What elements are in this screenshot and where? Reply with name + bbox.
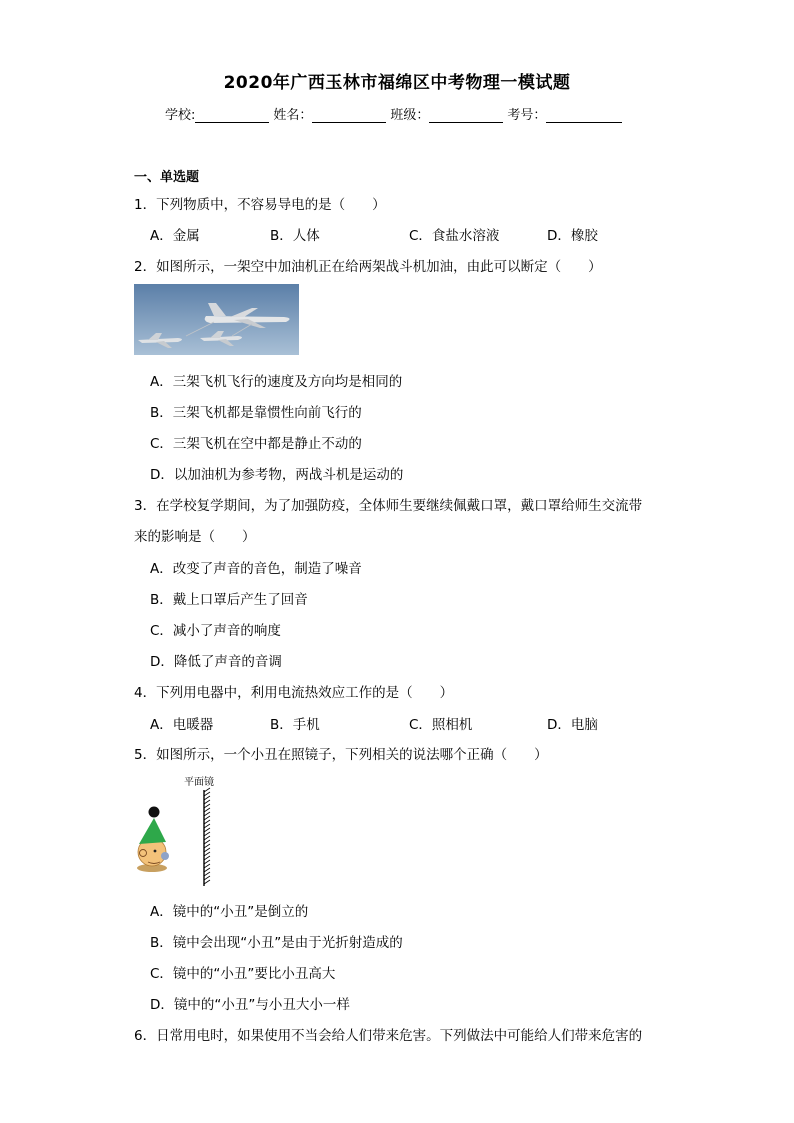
exam-no-blank (546, 108, 622, 123)
question-6: 6．日常用电时，如果使用不当会给人们带来危害。下列做法中可能给人们带来危害的 (134, 1028, 643, 1044)
q4-option-c: C．照相机 (409, 717, 473, 733)
mirror-hatch-line (204, 800, 210, 804)
mirror-hatch-line (204, 792, 210, 796)
clown-mirror-figure (134, 772, 224, 888)
q2-option-b: B．三架飞机都是靠惯性向前飞行的 (150, 405, 362, 421)
q3-option-c: C．减小了声音的响度 (150, 623, 281, 639)
q3-option-d: D．降低了声音的音调 (150, 654, 282, 670)
class-blank (429, 108, 503, 123)
mirror-hatch-line (204, 840, 210, 844)
clown-icon (137, 807, 169, 873)
q1-option-b: B．人体 (270, 228, 320, 244)
exam-no-label: 考号： (507, 108, 547, 123)
name-label: 姓名： (273, 108, 313, 123)
mirror-hatch-line (204, 788, 210, 792)
q4-option-d: D．电脑 (547, 717, 598, 733)
q1-option-c: C．食盐水溶液 (409, 228, 500, 244)
mirror-hatch-line (204, 824, 210, 828)
mirror-hatch-line (204, 864, 210, 868)
mirror-hatch-line (204, 880, 210, 884)
page-title: 2020年广西玉林市福绵区中考物理一模试题 (223, 73, 571, 93)
mirror-label: 平面镜 (184, 777, 214, 788)
q3-option-a: A．改变了声音的音色，制造了噪音 (150, 561, 362, 577)
mirror-hatch-line (204, 844, 210, 848)
question-1: 1．下列物质中，不容易导电的是（ ） (134, 197, 386, 213)
mirror-hatch-line (204, 812, 210, 816)
school-label: 学校: (165, 108, 196, 123)
mirror-hatch-line (204, 856, 210, 860)
mirror-hatch-line (204, 848, 210, 852)
question-5: 5．如图所示，一个小丑在照镜子，下列相关的说法哪个正确（ ） (134, 747, 548, 763)
q5-option-d: D．镜中的“小丑”与小丑大小一样 (150, 997, 350, 1013)
q3-option-b: B．戴上口罩后产生了回音 (150, 592, 308, 608)
mirror-hatch-line (204, 796, 210, 800)
q1-option-d: D．橡胶 (547, 228, 598, 244)
mirror-hatch-line (204, 820, 210, 824)
school-blank (195, 108, 269, 123)
q2-option-c: C．三架飞机在空中都是静止不动的 (150, 436, 362, 452)
question-3-continued: 来的影响是（ ） (134, 529, 256, 545)
mirror-hatch-line (204, 872, 210, 876)
q1-option-a: A．金属 (150, 228, 200, 244)
mirror-hatch-line (204, 804, 210, 808)
mirror-hatch-line (204, 816, 210, 820)
q5-option-b: B．镜中会出现“小丑”是由于光折射造成的 (150, 935, 403, 951)
class-label: 班级： (390, 108, 430, 123)
refueling-aircraft-image (134, 284, 299, 355)
mirror-hatch-line (204, 808, 210, 812)
student-info-line (165, 104, 626, 123)
q5-option-a: A．镜中的“小丑”是倒立的 (150, 904, 309, 920)
mirror-hatch-line (204, 832, 210, 836)
mirror-hatch-line (204, 860, 210, 864)
question-2: 2．如图所示，一架空中加油机正在给两架战斗机加油，由此可以断定（ ） (134, 259, 602, 275)
q4-option-b: B．手机 (270, 717, 320, 733)
name-blank (312, 108, 386, 123)
mirror-hatch-line (204, 828, 210, 832)
q2-option-d: D．以加油机为参考物，两战斗机是运动的 (150, 467, 404, 483)
question-4: 4．下列用电器中，利用电流热效应工作的是（ ） (134, 685, 454, 701)
q2-option-a: A．三架飞机飞行的速度及方向均是相同的 (150, 374, 403, 390)
q4-option-a: A．电暖器 (150, 717, 214, 733)
question-3: 3．在学校复学期间，为了加强防疫，全体师生要继续佩戴口罩，戴口罩给师生交流带 (134, 498, 643, 514)
mirror-hatch-line (204, 868, 210, 872)
plane-mirror (204, 788, 210, 886)
q5-option-c: C．镜中的“小丑”要比小丑高大 (150, 966, 336, 982)
mirror-hatch-line (204, 836, 210, 840)
mirror-hatch-line (204, 852, 210, 856)
section-heading: 一、单选题 (134, 170, 200, 185)
mirror-hatch-line (204, 876, 210, 880)
